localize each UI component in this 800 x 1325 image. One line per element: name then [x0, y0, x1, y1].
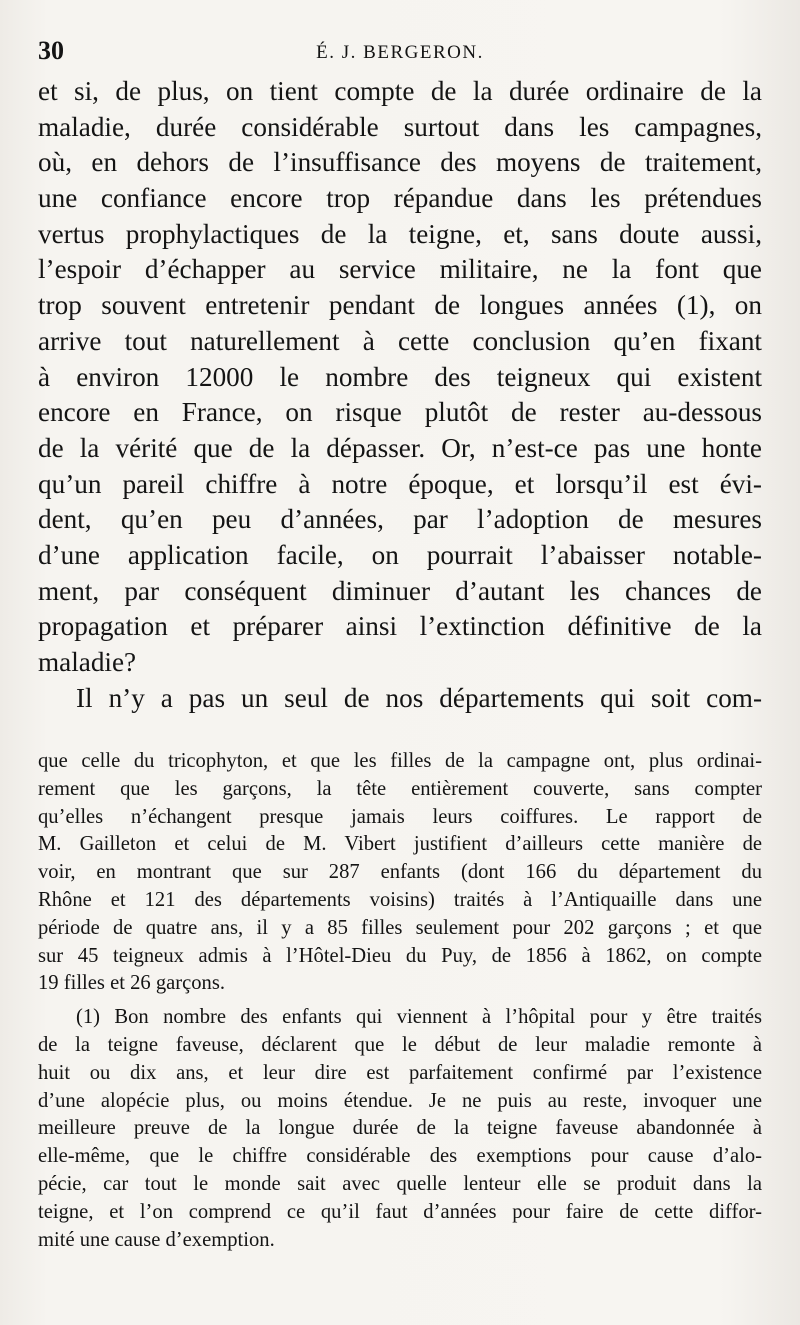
body-line: propagation et préparer ainsi l’extinction définitive de la — [38, 611, 762, 642]
footnote-line: M. Gailleton et celui de M. Vibert justifient d’ailleurs cette manière de — [38, 833, 762, 856]
page-header — [38, 36, 762, 70]
footnote-line: sur 45 teigneux admis à l’Hôtel-Dieu du Puy, de 1856 à 1862, on compte — [38, 944, 762, 967]
footnotes — [38, 748, 762, 1254]
body-line: où, en dehors de l’insuffisance des moyens de traitement, — [38, 147, 762, 178]
footnote-line: que celle du tricophyton, et que les filles de la campagne ont, plus ordinai- — [38, 750, 762, 772]
footnote-line: huit ou dix ans, et leur dire est parfaitement confirmé par l’existence — [38, 1061, 762, 1084]
body-line: maladie? — [38, 647, 137, 677]
footnote-line: teigne, et l’on comprend ce qu’il faut d’années pour faire de cette diffor- — [38, 1200, 762, 1223]
body-line: dent, qu’en peu d’années, par l’adoption de mesures — [38, 504, 762, 535]
body-line: de la vérité que de la dépasser. Or, n’est-ce pas une honte — [38, 432, 762, 463]
body-line: arrive tout naturellement à cette conclusion qu’en fixant — [38, 325, 762, 356]
body-line: une confiance encore trop répandue dans les prétendues — [38, 183, 762, 214]
body-line: maladie, durée considérable surtout dans les campagnes, — [38, 111, 762, 142]
main-text — [38, 74, 762, 716]
footnote-continuation — [38, 748, 762, 998]
body-line: encore en France, on risque plutôt de rester au-dessous — [38, 397, 762, 428]
footnote-line: voir, en montrant que sur 287 enfants (dont 166 du département du — [38, 861, 762, 884]
footnote-line: qu’elles n’échangent presque jamais leurs coiffures. Le rapport de — [38, 805, 762, 828]
body-line: vertus prophylactiques de la teigne, et, sans doute aussi, — [38, 218, 762, 249]
footnote-line: pécie, car tout le monde sait avec quelle lenteur elle se produit dans la — [38, 1172, 762, 1195]
body-line: Il n’y a pas un seul de nos départements qui soit com- — [76, 682, 762, 713]
body-line: qu’un pareil chiffre à notre époque, et lorsqu’il est évi- — [38, 468, 762, 499]
body-line: l’espoir d’échapper au service militaire, ne la font que — [38, 254, 762, 285]
running-head: É. J. BERGERON. — [316, 42, 484, 63]
footnote-1 — [38, 1004, 762, 1254]
footnote-line: d’une alopécie plus, ou moins étendue. Je ne puis au reste, invoquer une — [38, 1089, 762, 1112]
footnote-line: meilleure preuve de la longue durée de la teigne faveuse abandonnée à — [38, 1117, 762, 1140]
footnote-line: (1) Bon nombre des enfants qui viennent à l’hôpital pour y être traités — [76, 1006, 762, 1029]
body-line: trop souvent entretenir pendant de longues années (1), on — [38, 290, 762, 321]
footnote-line: 19 filles et 26 garçons. — [38, 972, 226, 995]
footnote-line: mité une cause d’exemption. — [38, 1228, 275, 1251]
body-line: et si, de plus, on tient compte de la durée ordinaire de la — [38, 76, 762, 106]
body-line: ment, par conséquent diminuer d’autant les chances de — [38, 575, 762, 606]
footnote-line: Rhône et 121 des départements voisins) traités à l’Antiquaille dans une — [38, 888, 762, 911]
footnote-line: rement que les garçons, la tête entièrement couverte, sans compter — [38, 777, 762, 800]
body-line: d’une application facile, on pourrait l’abaisser notable- — [38, 539, 762, 570]
footnote-line: période de quatre ans, il y a 85 filles seulement pour 202 garçons ; et que — [38, 916, 762, 939]
page-number: 30 — [38, 36, 64, 65]
footnote-line: de la teigne faveuse, déclarent que le début de leur maladie remonte à — [38, 1033, 762, 1056]
footnote-line: elle-même, que le chiffre considérable des exemptions pour cause d’alo- — [38, 1145, 762, 1168]
body-line: à environ 12000 le nombre des teigneux qui existent — [38, 361, 762, 392]
